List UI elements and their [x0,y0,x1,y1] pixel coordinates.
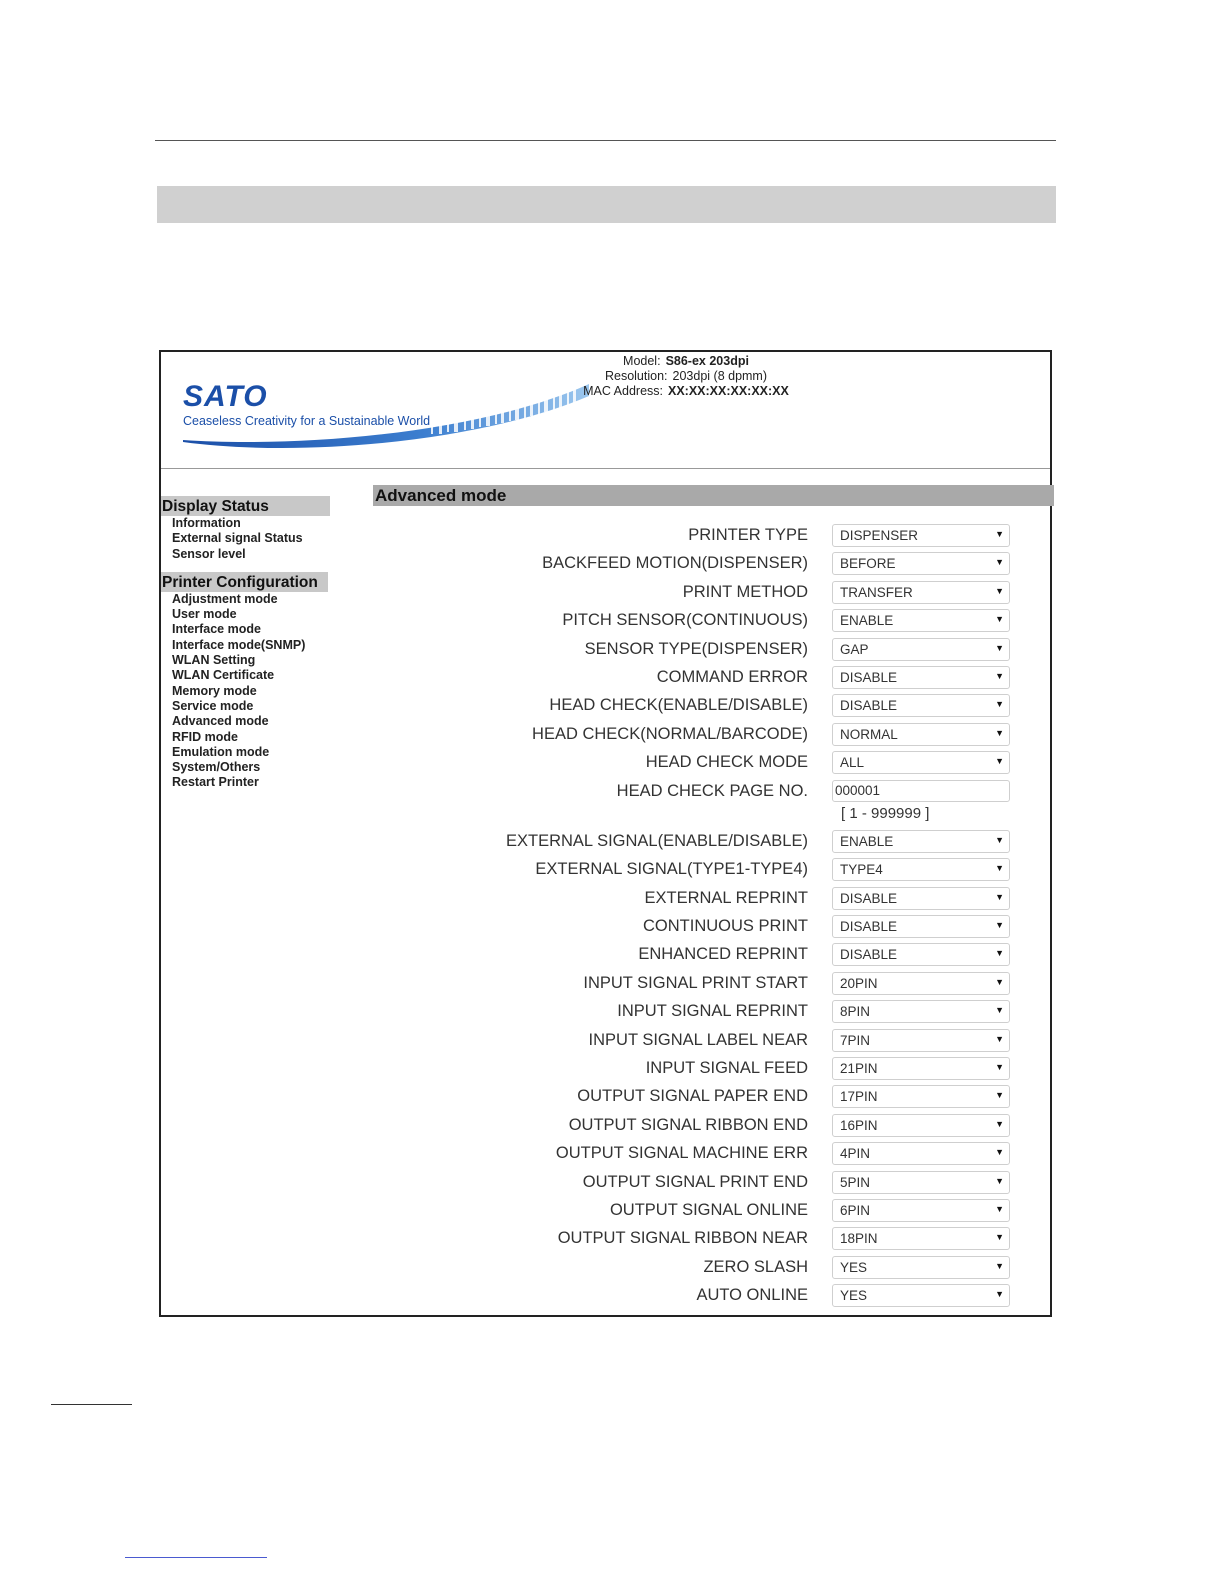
select-value: 7PIN [840,1032,871,1048]
setting-row-output-signal-online [373,1199,1033,1227]
setting-row-head-check-mode [373,751,1033,779]
setting-label: AUTO ONLINE [696,1286,808,1305]
select-value: TYPE4 [840,862,883,878]
chevron-down-icon: ▼ [995,585,1004,596]
sidebar-item-information[interactable]: Information [172,516,241,530]
setting-label: EXTERNAL SIGNAL(ENABLE/DISABLE) [506,831,808,850]
setting-row-external-reprint [373,887,1033,915]
logo-wordmark: SATO [183,380,268,413]
chevron-down-icon: ▼ [995,1175,1004,1186]
setting-row-command-error [373,666,1033,694]
select-value: NORMAL [840,726,898,742]
select-value: TRANSFER [840,584,913,600]
sidebar-item-interface-mode-snmp[interactable]: Interface mode(SNMP) [172,637,306,652]
output-signal-ribbon-near-select[interactable] [832,1227,1010,1250]
setting-row-printer-type [373,524,1033,552]
setting-label: SENSOR TYPE(DISPENSER) [584,639,808,658]
chevron-down-icon: ▼ [995,863,1004,874]
model-label: Model: [623,354,661,368]
sidebar-item-memory-mode[interactable]: Memory mode [172,683,257,698]
sidebar-item-system-others[interactable]: System/Others [172,760,261,775]
sidebar-item-rfid-mode[interactable]: RFID mode [172,729,238,744]
enhanced-reprint-select[interactable] [832,943,1010,966]
chevron-down-icon: ▼ [995,642,1004,653]
chevron-down-icon: ▼ [995,756,1004,767]
output-signal-online-select[interactable] [832,1199,1010,1222]
setting-row-external-signal-type1-type4 [373,858,1033,886]
setting-row-auto-online [373,1284,1033,1312]
setting-row-continuous-print [373,915,1033,943]
input-signal-label-near-select[interactable] [832,1029,1010,1052]
external-signal-enable-disable-select[interactable] [832,830,1010,853]
resolution-value: 203dpi (8 dpmm) [672,369,768,383]
chevron-down-icon: ▼ [995,699,1004,710]
header-divider [161,468,1050,469]
continuous-print-select[interactable] [832,915,1010,938]
select-value: YES [840,1288,868,1304]
head-check-mode-select[interactable] [832,751,1010,774]
page-header-band [157,186,1056,223]
chevron-down-icon: ▼ [995,1062,1004,1073]
setting-label: OUTPUT SIGNAL PAPER END [577,1087,808,1106]
chevron-down-icon: ▼ [995,1203,1004,1214]
output-signal-paper-end-select[interactable] [832,1085,1010,1108]
setting-label: EXTERNAL REPRINT [644,888,808,907]
chevron-down-icon: ▼ [995,1260,1004,1271]
auto-online-select[interactable] [832,1284,1010,1307]
head-check-normal-barcode-select[interactable] [832,723,1010,746]
setting-label: OUTPUT SIGNAL RIBBON END [568,1115,808,1134]
setting-row-backfeed-motion-dispenser [373,552,1033,580]
chevron-down-icon: ▼ [995,976,1004,987]
setting-label: HEAD CHECK MODE [645,753,808,772]
display-status-section [161,496,333,562]
setting-row-head-check-enable-disable [373,694,1033,722]
setting-row-input-signal-print-start [373,972,1033,1000]
output-signal-machine-err-select[interactable] [832,1142,1010,1165]
chevron-down-icon: ▼ [995,948,1004,959]
sidebar-item-user-mode[interactable]: User mode [172,607,237,622]
setting-label: INPUT SIGNAL PRINT START [583,973,808,992]
display-status-heading: Display Status [161,496,330,516]
output-signal-print-end-select[interactable] [832,1171,1010,1194]
sidebar-item-wlan-setting[interactable]: WLAN Setting [172,653,256,668]
select-value: 18PIN [840,1231,878,1247]
sidebar-item-advanced-mode[interactable]: Advanced mode [172,714,269,729]
chevron-down-icon: ▼ [995,670,1004,681]
resolution-row [561,369,811,384]
chevron-down-icon: ▼ [995,1118,1004,1129]
setting-label: INPUT SIGNAL LABEL NEAR [588,1030,808,1049]
resolution-label: Resolution: [604,369,668,383]
setting-label: INPUT SIGNAL REPRINT [617,1002,808,1021]
setting-label: HEAD CHECK(NORMAL/BARCODE) [532,724,808,743]
sidebar-item-restart-printer[interactable]: Restart Printer [172,775,259,790]
setting-label: OUTPUT SIGNAL ONLINE [609,1200,808,1219]
setting-label: HEAD CHECK PAGE NO. [616,781,808,800]
setting-label: OUTPUT SIGNAL PRINT END [582,1172,808,1191]
setting-label: EXTERNAL SIGNAL(TYPE1-TYPE4) [535,860,808,879]
chevron-down-icon: ▼ [995,1147,1004,1158]
setting-row-external-signal-enable-disable [373,830,1033,858]
external-reprint-select[interactable] [832,887,1010,910]
setting-row-output-signal-print-end [373,1171,1033,1199]
mac-value: XX:XX:XX:XX:XX:XX [668,384,789,398]
chevron-down-icon: ▼ [995,1033,1004,1044]
setting-label: PITCH SENSOR(CONTINUOUS) [562,611,808,630]
select-value: 4PIN [840,1146,871,1162]
logo-tagline: Ceaseless Creativity for a Sustainable World [183,414,431,428]
setting-row-input-signal-reprint [373,1000,1033,1028]
select-value: 17PIN [840,1089,878,1105]
head-check-enable-disable-select[interactable] [832,694,1010,717]
mac-row [561,384,811,399]
zero-slash-select[interactable] [832,1256,1010,1279]
command-error-select[interactable] [832,666,1010,689]
input-signal-reprint-select[interactable] [832,1000,1010,1023]
chevron-down-icon: ▼ [995,920,1004,931]
page-top-rule [155,140,1056,141]
printer-type-select[interactable] [832,524,1010,547]
model-value: S86-ex 203dpi [665,354,749,368]
select-value: YES [840,1259,868,1275]
setting-label: CONTINUOUS PRINT [643,917,808,936]
setting-label: COMMAND ERROR [656,667,808,686]
setting-row-pitch-sensor-continuous [373,609,1033,637]
setting-row-print-method [373,581,1033,609]
select-value: DISABLE [840,947,898,963]
sidebar-nav [161,496,333,801]
setting-row-output-signal-machine-err [373,1142,1033,1170]
print-method-select[interactable] [832,581,1010,604]
select-value: GAP [840,641,869,657]
select-value: 20PIN [840,975,878,991]
select-value: 5PIN [840,1174,871,1190]
section-title: Advanced mode [373,485,1054,506]
chevron-down-icon: ▼ [995,614,1004,625]
select-value: ENABLE [840,613,894,629]
head-check-page-no-input[interactable] [832,780,1010,802]
sidebar-item-service-mode[interactable]: Service mode [172,698,254,713]
input-signal-print-start-select[interactable] [832,972,1010,995]
chevron-down-icon: ▼ [995,891,1004,902]
chevron-down-icon: ▼ [995,1005,1004,1016]
select-value: 21PIN [840,1061,878,1077]
chevron-down-icon: ▼ [995,834,1004,845]
setting-row-enhanced-reprint [373,943,1033,971]
select-value: 6PIN [840,1202,871,1218]
setting-row-output-signal-paper-end [373,1085,1033,1113]
setting-row-sensor-type-dispenser [373,638,1033,666]
printer-config-heading: Printer Configuration [161,572,328,592]
sidebar-item-adjustment-mode[interactable]: Adjustment mode [172,591,278,606]
setting-row-head-check-page-no [373,780,1033,808]
input-signal-feed-select[interactable] [832,1057,1010,1080]
select-value: DISABLE [840,698,898,714]
chevron-down-icon: ▼ [995,727,1004,738]
setting-label: PRINT METHOD [682,582,808,601]
mac-label: MAC Address: [583,384,663,398]
sidebar-item-sensor-level[interactable]: Sensor level [172,546,246,561]
model-row [561,354,811,369]
external-signal-type1-type4-select[interactable] [832,858,1010,881]
select-value: BEFORE [840,556,896,572]
pitch-sensor-continuous-select[interactable] [832,609,1010,632]
chevron-down-icon: ▼ [995,1232,1004,1243]
sidebar-item-external-signal-status[interactable]: External signal Status [172,531,303,546]
setting-label: INPUT SIGNAL FEED [645,1059,808,1078]
page-no-range-hint: [ 1 - 999999 ] [841,804,930,822]
setting-label: HEAD CHECK(ENABLE/DISABLE) [549,696,808,715]
setting-row-output-signal-ribbon-end [373,1114,1033,1142]
chevron-down-icon: ▼ [995,557,1004,568]
setting-label: OUTPUT SIGNAL MACHINE ERR [555,1144,808,1163]
setting-label: PRINTER TYPE [688,526,808,544]
select-value: ALL [840,755,865,771]
select-value: DISABLE [840,890,898,906]
setting-label: BACKFEED MOTION(DISPENSER) [542,554,808,573]
sato-logo [181,378,591,450]
chevron-down-icon: ▼ [995,1289,1004,1300]
sidebar-item-interface-mode[interactable]: Interface mode [172,622,261,637]
chevron-down-icon: ▼ [995,1090,1004,1101]
setting-row-input-signal-feed [373,1057,1033,1085]
output-signal-ribbon-end-select[interactable] [832,1114,1010,1137]
setting-label: ZERO SLASH [703,1257,808,1276]
footer-link-underline [125,1557,267,1558]
settings-form [373,524,1033,1313]
sidebar-item-emulation-mode[interactable]: Emulation mode [172,744,270,759]
setting-label: OUTPUT SIGNAL RIBBON NEAR [557,1229,808,1248]
sensor-type-dispenser-select[interactable] [832,638,1010,661]
chevron-down-icon: ▼ [995,529,1004,539]
screenshot-frame [159,350,1052,1317]
page-no-range-row [373,804,1033,830]
setting-row-head-check-normal-barcode [373,723,1033,751]
printer-info [561,354,811,399]
select-value: DISABLE [840,669,898,685]
select-value: DISPENSER [840,528,919,543]
printer-config-section [161,572,333,791]
select-value: ENABLE [840,833,894,849]
setting-row-output-signal-ribbon-near [373,1227,1033,1255]
footnote-rule [51,1404,132,1405]
setting-label: ENHANCED REPRINT [638,945,808,964]
setting-row-zero-slash [373,1256,1033,1284]
setting-row-input-signal-label-near [373,1029,1033,1057]
select-value: DISABLE [840,919,898,935]
select-value: 8PIN [840,1004,871,1020]
select-value: 16PIN [840,1117,878,1133]
sidebar-item-wlan-certificate[interactable]: WLAN Certificate [172,668,275,683]
backfeed-motion-dispenser-select[interactable] [832,552,1010,575]
